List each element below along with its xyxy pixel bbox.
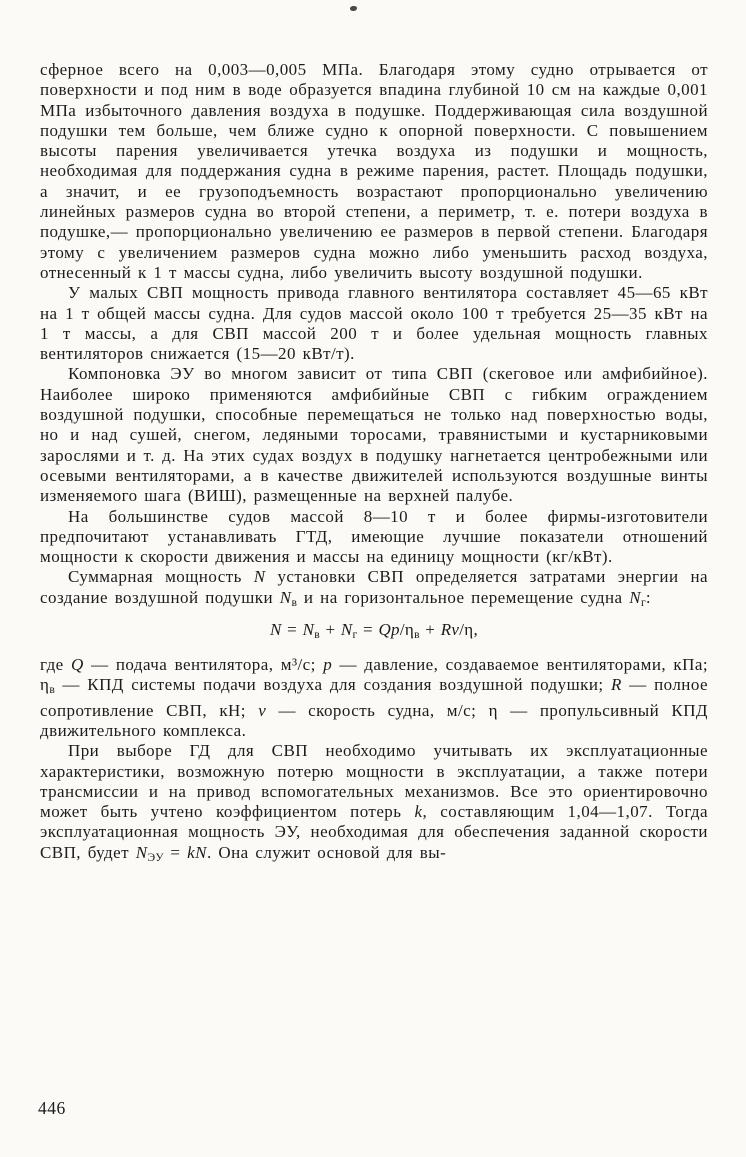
paragraph [40,364,708,506]
subscript-text: ЭУ [147,850,164,864]
text-run: /η [399,620,415,640]
text-run: где [40,654,72,674]
variable-text: R [610,675,622,695]
variable-text: k [414,802,423,822]
paragraph [40,741,708,868]
text-run: /η, [459,620,479,640]
formula [40,620,708,646]
text-run: На большинстве судов массой 8—10 т и более фирмы-изготовители предпочитают устанавливать ГТД, имеющие лучшие показатели отношений мощности к скорости движения и массы на единицу мощности (кг/кВт). [40,506,708,567]
subscript-text: г [640,595,646,609]
text-run: — давление, создаваемое вентиляторами, кПа; η [40,654,709,695]
text-run: Компоновка ЭУ во многом зависит от типа СВП (скеговое или амфибийное). Наиболее широко применяются амфибийные СВП с гибким ограждением воздушной подушки, способные перемещаться не только над поверхностью воды, но и над сушей, снегом, ледяными торосами, травянистыми и кустарниковыми зарослями и т. д. На этих судах воздух в подушку нагнетается центробежными или осевыми вентиляторами, а в качестве движителей используются воздушные винты изменяемого шага (ВИШ), размещенные на верхней палубе. [40,364,708,506]
variable-text: kN [187,842,207,862]
text-run: = [281,620,303,640]
variable-text: N [340,620,353,640]
subscript-text: в [49,683,55,697]
text-run: = [163,842,188,862]
text-run: и на горизонтальное перемещение судна [297,587,630,607]
paragraph [40,655,708,741]
variable-text: N [629,587,641,607]
variable-text: N [279,587,292,607]
text-run: : [645,587,652,607]
variable-text: N [135,842,148,862]
paragraph [40,507,708,568]
variable-text: p [323,654,333,674]
text-run: . Она служит основой для вы- [206,842,447,862]
variable-text: N [302,620,315,640]
page-body [40,60,708,868]
variable-text: Q [71,654,84,674]
variable-text: Rv [440,620,460,640]
page-number: 446 [38,1098,66,1118]
subscript-text: в [291,595,298,609]
text-run: установки СВП определяется затратами энергии на создание воздушной подушки [40,567,708,607]
text-run: У малых СВП мощность привода главного вентилятора составляет 45—65 кВт на 1 т общей массы судна. Для судов массой около 100 т требуется 25—35 кВт на 1 т массы, а для СВП массой 200 т и более удельная мощность главных вентиляторов снижается (15—20 кВт/т). [40,283,708,364]
text-run: Суммарная мощность [68,567,254,587]
text-run: сферное всего на 0,003—0,005 МПа. Благодаря этому судно отрывается от поверхности и под ним в воде образуется впадина глубиной 10 см на каждые 0,001 МПа избыточного давления воздуха в подушке. Поддерживающая сила воздушной подушки тем больше, чем ближе судно к опорной поверхности. С повышением высоты парения увеличивается утечка воздуха из подушки и мощность, необходимая для поддержания судна в режиме парения, растет. Площадь подушки, а значит, и ее грузоподъемность возрастают пропорционально увеличению линейных размеров судна во второй степени, а периметр, т. е. потери воздуха в подушке,— пропорционально увеличению ее размеров в первой степени. Благодаря этому с увеличением размеров судна можно либо уменьшить расход воздуха, отнесенный к 1 т массы судна, либо увеличить высоту воздушной подушки. [40,60,708,282]
text-run: , составляющим 1,04—1,07. Тогда эксплуатационная мощность ЭУ, необходимая для обеспечения заданной скорости СВП, будет [40,802,708,862]
paragraph [40,283,708,364]
text-run: + [419,620,441,640]
text-run: — КПД системы подачи воздуха для создания воздушной подушки; [55,675,611,695]
paragraph [40,567,708,613]
text-run: — скорость судна, м/с; η — пропульсивный КПД движительного комплекса. [40,700,708,740]
variable-text: Qp [378,620,400,640]
subscript-text: г [352,628,358,642]
variable-text: N [253,567,266,587]
text-run: — полное сопротивление СВП, кН; [40,675,708,720]
paragraph [40,60,708,283]
text-run: + [319,620,341,640]
variable-text: N [269,620,282,640]
subscript-text: в [414,628,420,642]
subscript-text: в [314,628,320,642]
text-run: При выборе ГД для СВП необходимо учитывать их эксплуатационные характеристики, возможную потерю мощности в эксплуатации, а также потери трансмиссии и на привод вспомогательных механизмов. Все это ориентировочно может быть учтено коэффициентом потерь [40,741,708,822]
text-run: = [357,620,379,640]
scan-artifact [350,6,357,11]
variable-text: v [258,700,267,720]
text-run: — подача вентилятора, м³/с; [83,654,324,674]
